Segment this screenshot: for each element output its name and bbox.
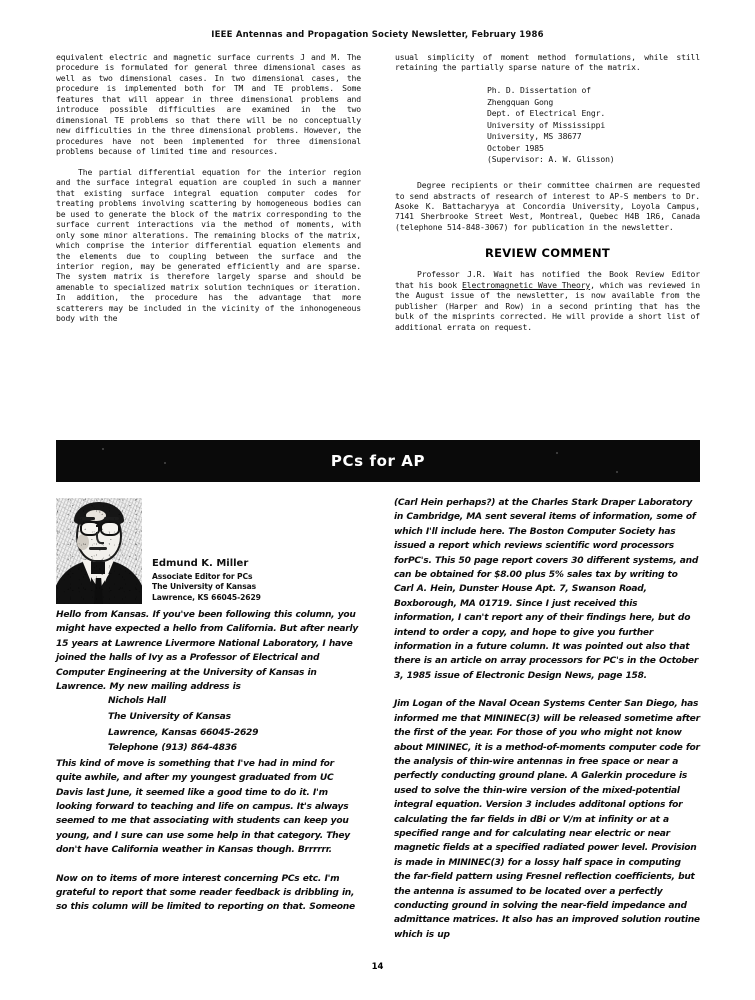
dissertation-line: October 1985 xyxy=(487,142,544,153)
photo-eyeglasses xyxy=(80,521,120,532)
paragraph: Jim Logan of the Naval Ocean Systems Center San Diego, has informed me that MININEC(3) will be released sometime after the first of the year. For those of you who might not know about MININEC, it is a method-of-moments computer code for the analysis of thin-wire antennas in free space or near a perfectly conducting ground plane. A Galerkin procedure is used to solve the thin-wire version of the mixed-potential integral equation. Version 3 includes additonal options for calculating the far fields in dBi or V/m at infinity or at a specified range and for calculating near electric or near magnetic fields at a specified radiated power level. Provision is made in MININEC(3) for a lossy half space in computing the far-field pattern using Fresnel reflection coefficients, but the antenna is assumed to be located over a perfectly conducting ground in solving the near-field impedance and admittance matrices. It also has an improved solution routine which is up xyxy=(394,699,700,940)
right-column-text xyxy=(395,52,700,73)
dissertation-credit-block xyxy=(487,85,700,166)
review-comment-heading: REVIEW COMMENT xyxy=(484,246,611,261)
dissertation-line: Dept. of Electrical Engr. xyxy=(487,108,606,119)
photo-cheek-shadow xyxy=(77,534,89,550)
mailing-address-block xyxy=(108,694,362,756)
author-affiliation: The University of Kansas xyxy=(152,582,257,591)
dissertation-line: Zhengquan Gong xyxy=(487,96,554,107)
paragraph xyxy=(395,269,700,332)
review-text-part-2: , which was reviewed in the August issue of the newsletter, is now available from the publisher (Harper and Row) in a second printing that has the bulk of the misprints corrected. He will provide a short list of additional errata on request. xyxy=(395,279,700,332)
author-location: Lawrence, KS 66045-2629 xyxy=(152,592,261,602)
review-text-part-1: Professor J.R. Wait has notified the Book Review Editor that his book xyxy=(395,269,700,290)
left-column-text xyxy=(56,52,361,324)
author-header xyxy=(56,496,362,608)
paragraph: The partial differential equation for the interior region and the surface integral equation are coupled in such a manner that existing surface integral equation computer codes for treating problems involving scattering by homogeneous bodies can be used to generate the block of the matrix corresponding to the surface current interactions via the method of moments, with only some minor alterations. The remaining blocks of the matrix, which comprise the interior differential equation elements and the elements due to coupling between the surface and the interior region, may be generated efficiently and are sparse. The system matrix is therefore largely sparse and should be amenable to specialized matrix solution techniques or iteration. In addition, the procedure has the advantage that more scatterers may be included in the vicinity of the inhonogeneous body with the xyxy=(56,166,361,324)
dissertation-line: (Supervisor: A. W. Glisson) xyxy=(487,154,615,165)
photo-brow-left xyxy=(80,517,95,520)
pcs-right-column xyxy=(394,496,700,956)
article-right-column xyxy=(395,52,700,342)
photo-nose xyxy=(96,532,104,544)
degree-notice-text xyxy=(395,180,700,232)
address-line: Telephone (913) 864-4836 xyxy=(108,743,237,754)
pcs-for-ap-body xyxy=(56,496,700,956)
article-body xyxy=(56,52,700,342)
photo-collar-right xyxy=(105,560,114,582)
paragraph: Now on to items of more interest concerning PCs etc. I'm grateful to report that some reader feedback is dribbling in, so this column will be limited to reporting on that. Someone xyxy=(56,873,355,913)
photo-mouth xyxy=(89,547,107,550)
dissertation-line: University, MS 38677 xyxy=(487,131,582,142)
page-number: 14 xyxy=(371,962,384,972)
pcs-left-text xyxy=(56,608,362,915)
banner-title: PCs for AP xyxy=(330,451,426,470)
paragraph: equivalent electric and magnetic surface currents J and M. The procedure is formulated for general three dimensional cases as well as two dimensional cases. In two dimensional cases, the procedure is implemented both for TM and TE problems. Some features that will appear in three dimensional problems and introduce possible difficulties are examined in the two dimensional TE problems so that there will be no conceptually new difficulties in the three dimensional problems. However, the procedures have not been implemented for three dimensional problems because of limited time and resources. xyxy=(56,52,361,157)
pcs-left-column xyxy=(56,496,362,956)
paragraph: Hello from Kansas. If you've been following this column, you might have expected a hello from California. But after nearly 15 years at Lawrence Livermore National Laboratory, I have joined the halls of Ivy as a Professor of Electrical and Computer Engineering at the University of Kansas in Lawrence. My new mailing address is xyxy=(56,610,359,693)
book-title: Electromagnetic Wave Theory xyxy=(462,279,591,290)
paragraph: usual simplicity of moment method formulations, while still retaining the partially sparse nature of the matrix. xyxy=(395,52,700,73)
photo-brow-right xyxy=(104,517,119,520)
author-role: Associate Editor for PCs xyxy=(152,571,253,581)
address-line: Lawrence, Kansas 66045-2629 xyxy=(108,727,259,738)
author-photo xyxy=(56,498,142,604)
author-name: Edmund K. Miller xyxy=(152,558,249,569)
pcs-right-text xyxy=(394,496,700,942)
pcs-for-ap-banner xyxy=(56,440,700,482)
paragraph: Degree recipients or their committee chairmen are requested to send abstracts of research of interest to AP-S members to Dr. Asoke K. Battacharyya at Concordia University, Loyola Campus, 7141 Sherbrooke Street West, Montreal, Quebec H4B 1R6, Canada (telephone 514-848-3067) for publication in the newsletter. xyxy=(395,180,700,232)
review-comment-text xyxy=(395,269,700,332)
dissertation-line: University of Mississippi xyxy=(487,119,606,130)
address-line: The University of Kansas xyxy=(108,712,231,723)
paragraph: (Carl Hein perhaps?) at the Charles Stark Draper Laboratory in Cambridge, MA sent several items of information, some of which I'll include here. The Boston Computer Society has issued a report which reviews scientific word processors forPC's. This 50 page report covers 30 different systems, and can be obtained for $8.00 plus 5% sales tax by writing to Carl A. Hein, Dunster House Apt. 7, Swanson Road, Boxborough, MA 01719. Since I just received this information, I can't report any of their findings here, but do intend to order a copy, and hope to give you further information in a future column. It was pointed out also that there is an article on array processors for PC's in the October 3, 1985 issue of Electronic Design News, page 158. xyxy=(394,498,699,681)
photo-collar-left xyxy=(82,560,91,582)
dissertation-line: Ph. D. Dissertation of xyxy=(487,84,591,95)
article-left-column xyxy=(56,52,361,342)
paragraph: This kind of move is something that I've had in mind for quite awhile, and after my youngest graduated from UC Davis last June, it seemed like a good time to do it. I'm looking forward to teaching and life on campus. It's always seemed to me that associating with students can keep you young, and I sure can use some help in that category. They don't have California weather in Kansas though. Brrrrrr. xyxy=(56,758,350,856)
address-line: Nichols Hall xyxy=(108,696,166,707)
running-head: IEEE Antennas and Propagation Society Newsletter, February 1986 xyxy=(211,30,544,40)
